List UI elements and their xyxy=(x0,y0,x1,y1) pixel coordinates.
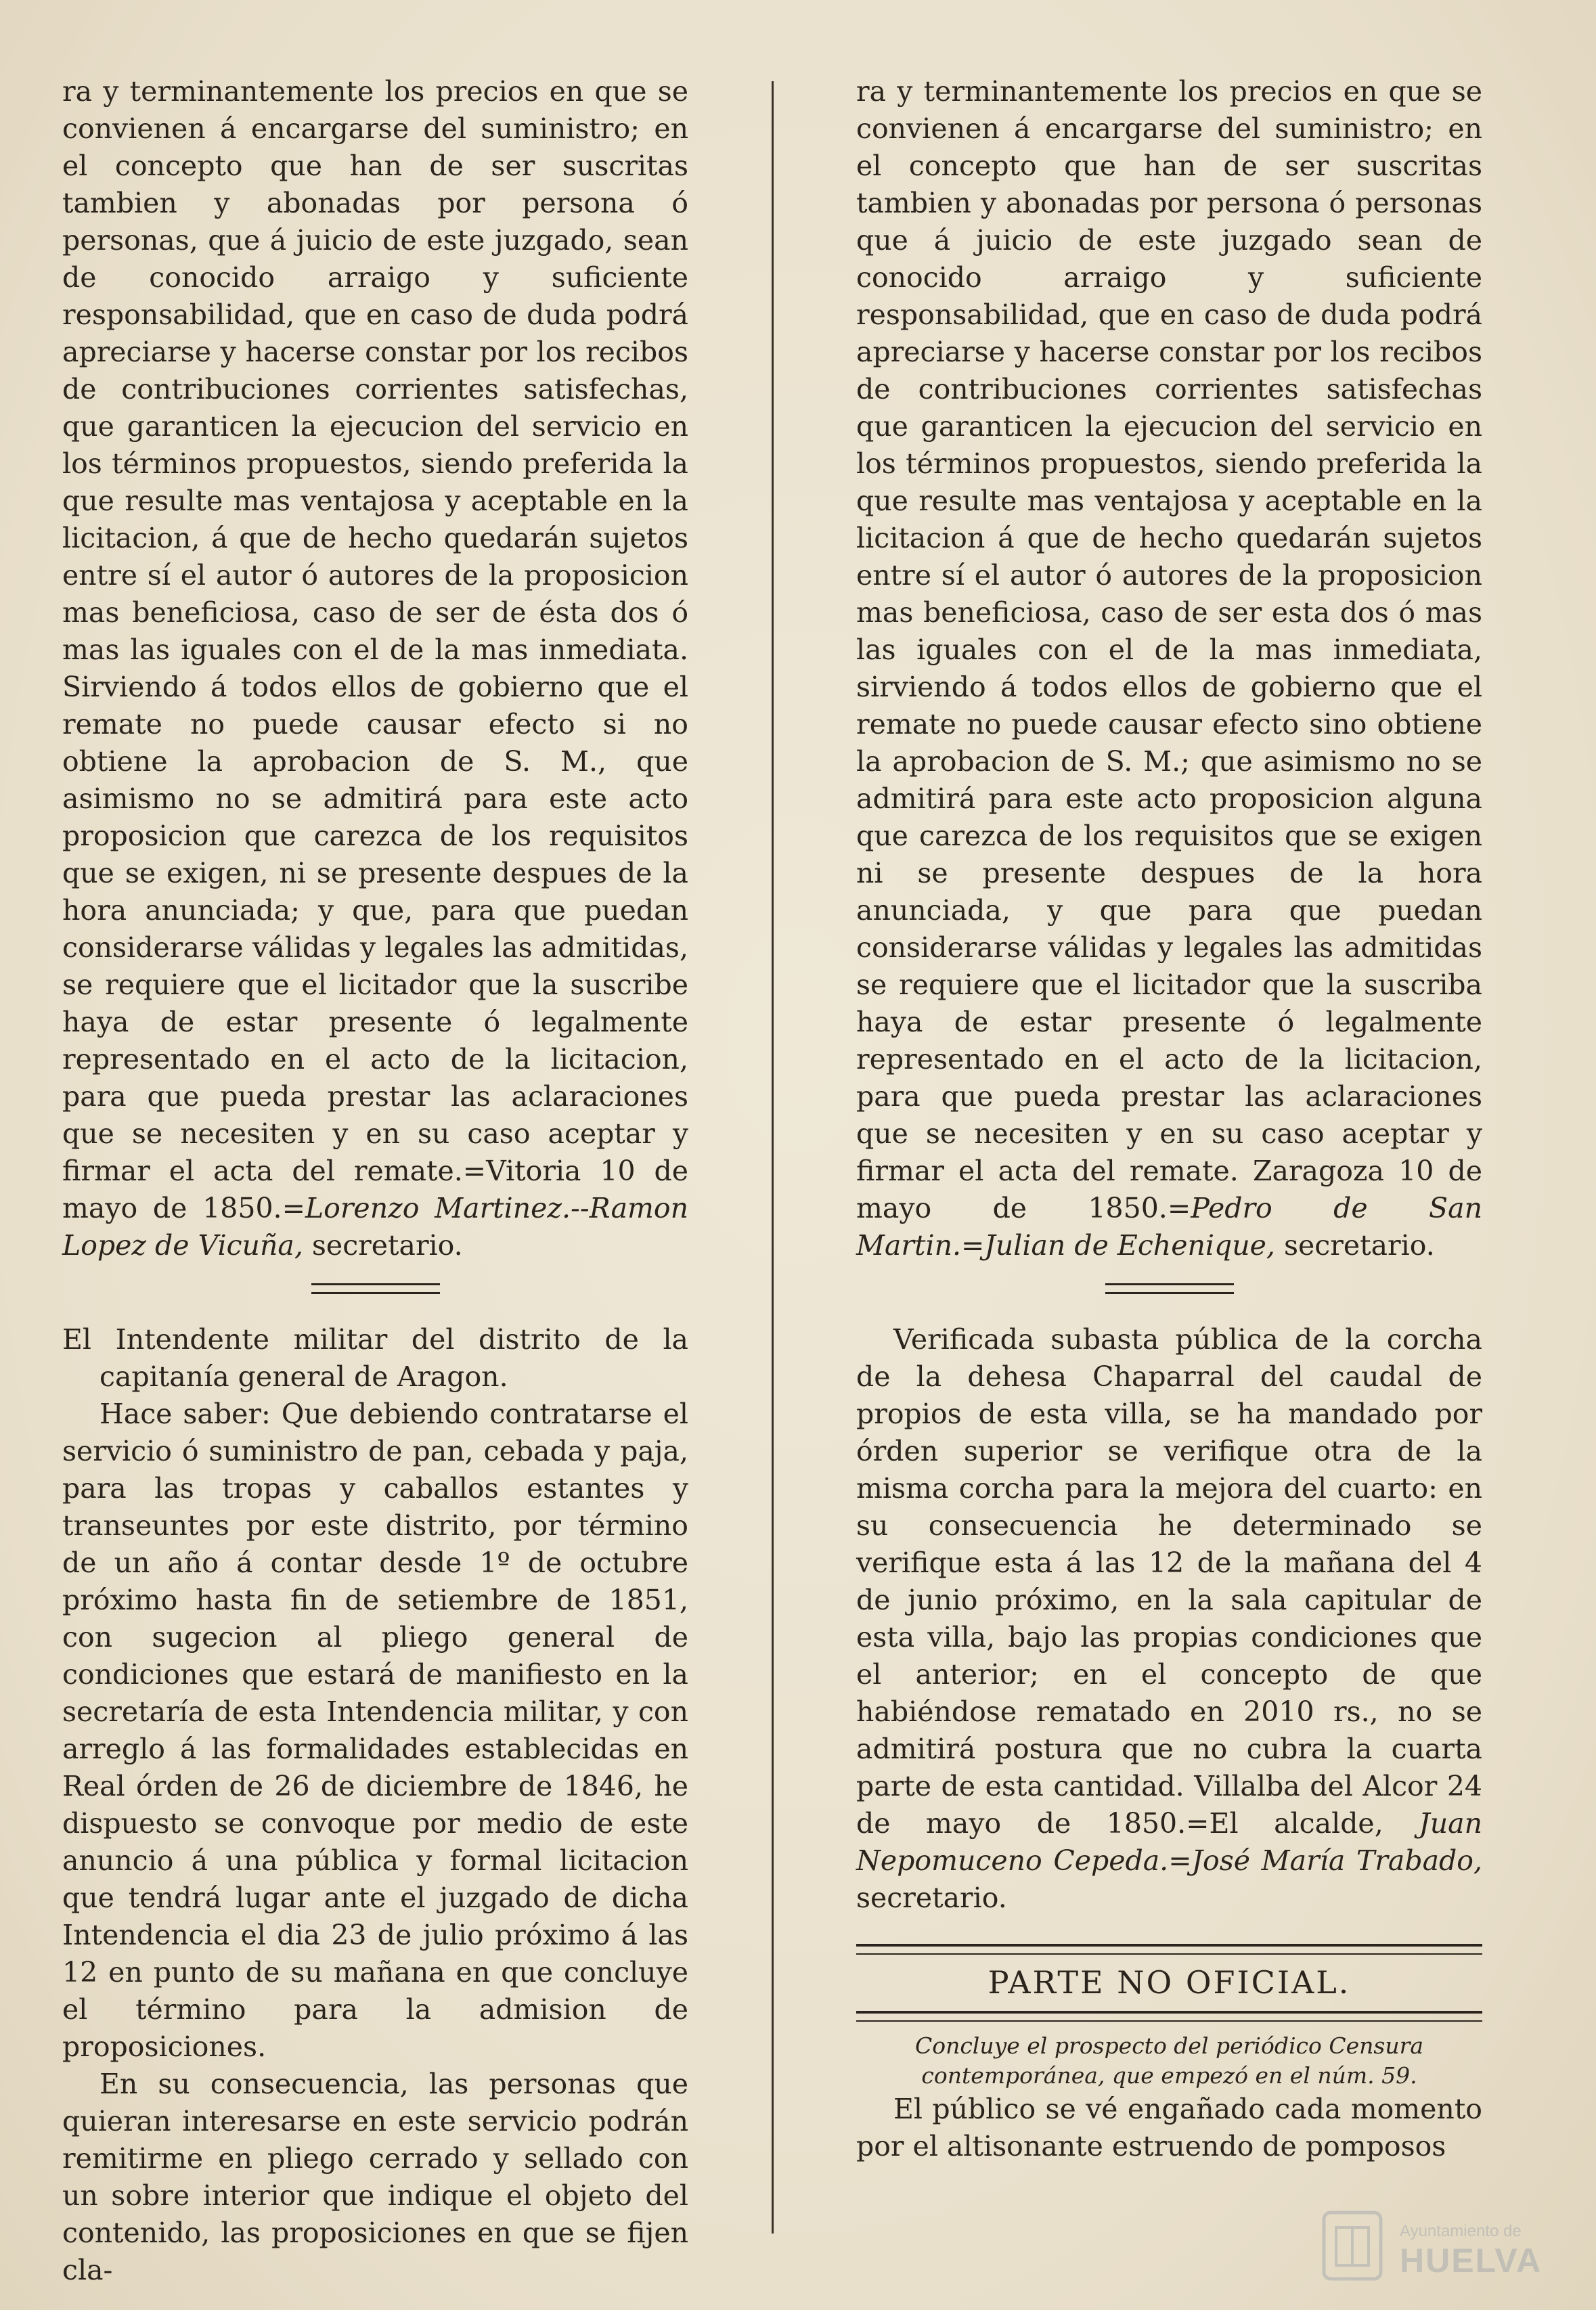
right-paragraph-1: ra y terminantemente los precios en que se convienen á encargarse del suministro; en el concepto que han de ser suscritas tambien y abonadas por persona ó personas que á juicio de este juzgado sean de conocido arraigo y suficiente responsabilidad, que en caso de duda podrá apreciarse y hacerse constar por los recibos de contribuciones corrientes satisfechas que garanticen la ejecucion del servicio en los términos propuestos, siendo preferida la que resulte mas ventajosa y aceptable en la licitacion á que de hecho quedarán sujetos entre sí el autor ó autores de la proposicion mas beneficiosa, caso de ser esta dos ó mas las iguales con el de la mas inmediata, sirviendo á todos ellos de gobierno que el remate no puede causar efecto sino obtiene la aprobacion de S. M.; que asimismo no se admitirá para este acto proposicion alguna que carezca de los requisitos que se exigen ni se presente despues de la hora anunciada, y que para que puedan considerarse válidas y legales las admitidas se requiere que el licitador que la suscriba haya de estar presente ó legalmente representado en el acto de la licitacion, para que pueda prestar las aclaraciones que se necesiten y en su caso aceptar y firmar el acta del remate. Zaragoza 10 de mayo de 1850.=Pedro de San Martin.=Julian de Echenique, secretario. xyxy=(856,75,1482,1262)
section-rule-top xyxy=(856,1944,1482,1955)
short-separator-rule xyxy=(311,1283,440,1294)
left-notice-heading: El Intendente militar del distrito de la capitanía general de Aragon. xyxy=(62,1323,688,1393)
watermark-line-1: Ayuntamiento de xyxy=(1400,2222,1522,2240)
short-separator-rule xyxy=(1105,1283,1234,1294)
prospectus-note: Concluye el prospecto del periódico Censura contemporánea, que empezó en el núm. 59. xyxy=(914,2033,1424,2089)
archive-watermark xyxy=(1318,2208,1549,2283)
right-signature-1: Pedro de San Martin.=Julian de Echenique, xyxy=(856,1192,1482,1262)
shield-icon xyxy=(1318,2208,1386,2283)
left-paragraph-hace-saber: Hace saber: Que debiendo contratarse el servicio ó suministro de pan, cebada y paja, para las tropas y caballos estantes y transeuntes por este distrito, por término de un año á contar desde 1º de octubre próximo hasta fin de setiembre de 1851, con sugecion al pliego general de condiciones que estará de manifiesto en la secretaría de esta Intendencia militar, y con arreglo á las formalidades establecidas en Real órden de 26 de diciembre de 1846, he dispuesto se convoque por medio de este anuncio á una pública y formal licitacion que tendrá lugar ante el juzgado de dicha Intendencia el dia 23 de julio próximo á las 12 en punto de su mañana en que concluye el término para la admision de proposiciones. xyxy=(62,1398,688,2063)
section-rule-bottom xyxy=(856,2011,1482,2022)
column-divider xyxy=(772,81,774,2234)
left-column xyxy=(62,73,688,2289)
left-paragraph-1: ra y terminantemente los precios en que se convienen á encargarse del suministro; en el concepto que han de ser suscritas tambien y abonadas por persona ó personas, que á juicio de este juzgado, sean de conocido arraigo y suficiente responsabilidad, que en caso de duda podrá apreciarse y hacerse constar por los recibos de contribuciones corrientes satisfechas, que garanticen la ejecucion del servicio en los términos propuestos, siendo preferida la que resulte mas ventajosa y aceptable en la licitacion, á que de hecho quedarán sujetos entre sí el autor ó autores de la proposicion mas beneficiosa, caso de ser de ésta dos ó mas las iguales con el de la mas inmediata. Sirviendo á todos ellos de gobierno que el remate no puede causar efecto si no obtiene la aprobacion de S. M., que asimismo no se admitirá para este acto proposicion que carezca de los requisitos que se exigen, ni se presente despues de la hora anunciada; y que, para que puedan considerarse válidas y legales las admitidas, se requiere que el licitador que la suscribe haya de estar presente ó legalmente representado en el acto de la licitacion, para que pueda prestar las aclaraciones que se necesiten y en su caso aceptar y firmar el acta del remate.=Vitoria 10 de mayo de 1850.=Lorenzo Martinez.--Ramon Lopez de Vicuña, secretario. xyxy=(62,75,688,1262)
right-paragraph-corcha: Verificada subasta pública de la corcha de la dehesa Chaparral del caudal de propios de esta villa, se ha mandado por órden superior se verifique otra de la misma corcha para la mejora del cuarto: en su consecuencia he determinado se verifique esta á las 12 de la mañana del 4 de junio próximo, en la sala capitular de esta villa, bajo las propias condiciones que el anterior; en el concepto de que habiéndose rematado en 2010 rs., no se admitirá postura que no cubra la cuarta parte de esta cantidad. Villalba del Alcor 24 de mayo de 1850.=El alcalde, Juan Nepomuceno Cepeda.=José María Trabado, secretario. xyxy=(856,1323,1482,1914)
right-signature-2: Juan Nepomuceno Cepeda.=José María Trabado, xyxy=(856,1807,1482,1877)
right-column xyxy=(856,73,1482,2165)
watermark-line-2: HUELVA xyxy=(1400,2242,1543,2280)
left-signature: Lorenzo Martinez.--Ramon Lopez de Vicuña, xyxy=(62,1192,688,1262)
left-paragraph-consecuencia: En su consecuencia, las personas que quieran interesarse en este servicio podrán remitirme en pliego cerrado y sellado con un sobre interior que indique el objeto del contenido, las proposiciones en que se fijen cla- xyxy=(62,2068,688,2286)
right-paragraph-publico: El público se vé engañado cada momento por el altisonante estruendo de pomposos xyxy=(856,2093,1482,2162)
section-heading: PARTE NO OFICIAL. xyxy=(988,1964,1351,2001)
